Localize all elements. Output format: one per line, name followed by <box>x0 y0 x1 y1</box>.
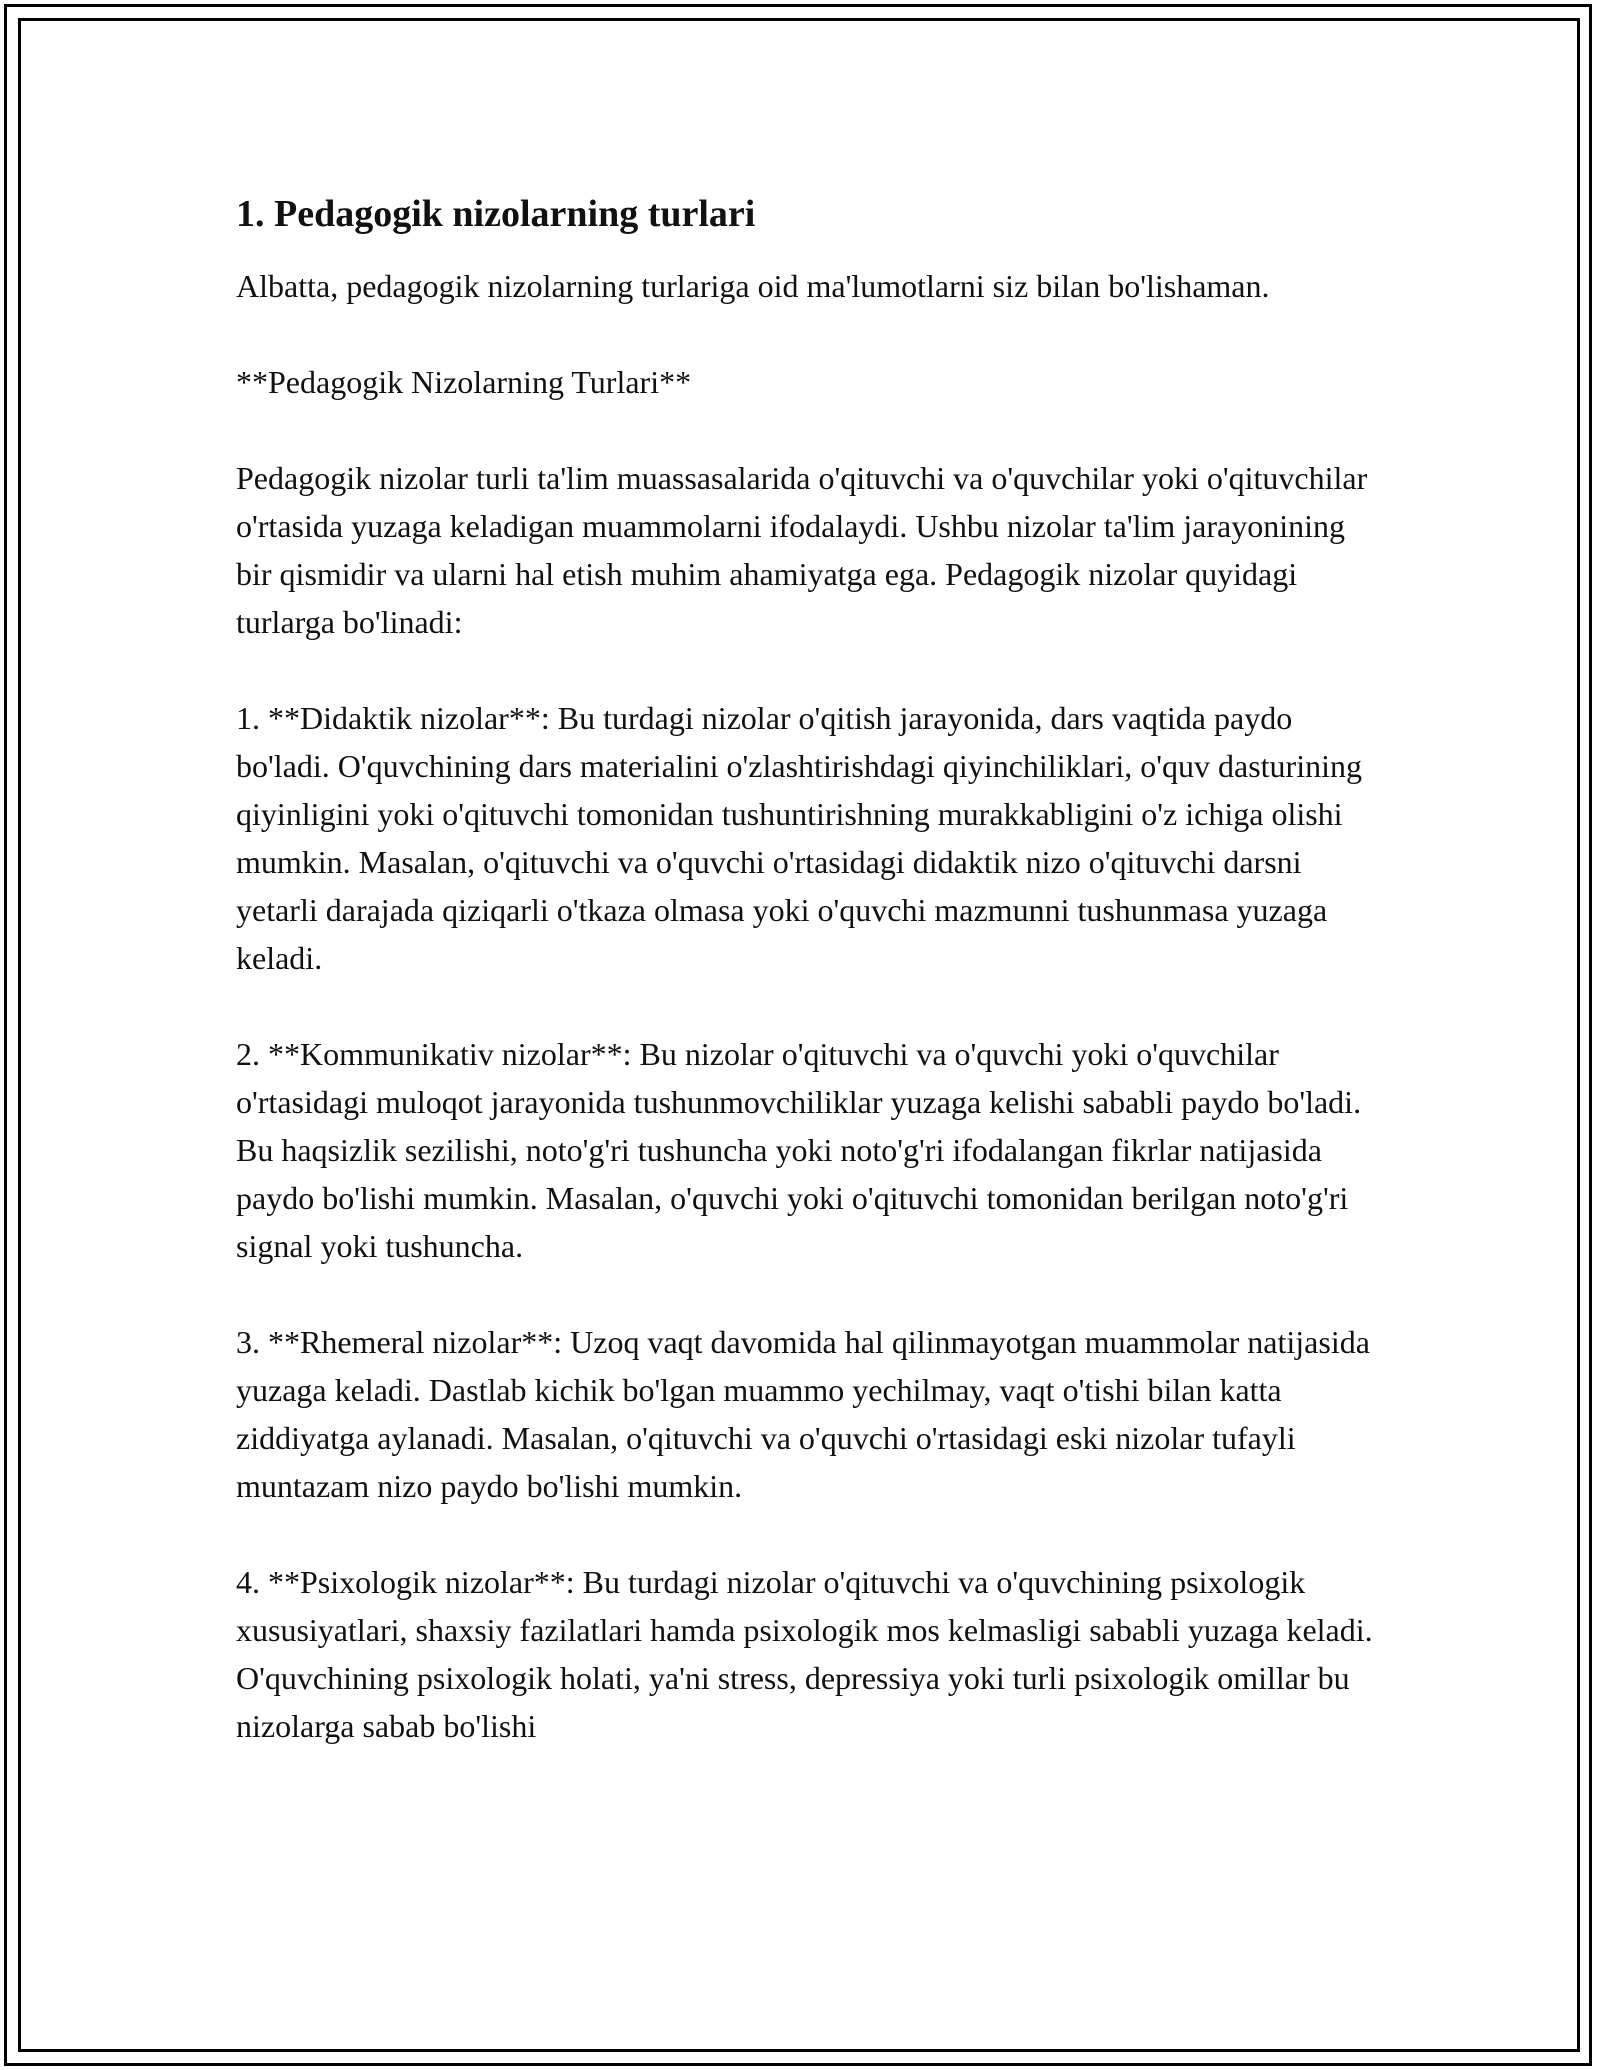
paragraph-overview: Pedagogik nizolar turli ta'lim muassasalarida o'qituvchi va o'quvchilar yoki o'qituvchilar o'rtasida yuzaga keladigan muammolarni ifodalaydi. Ushbu nizolar ta'lim jarayonining bir qismidir va ularni hal etish muhim ahamiyatga ega. Pedagogik nizolar quyidagi turlarga bo'linadi: <box>236 460 1368 640</box>
paragraph-item-didactic: 1. **Didaktik nizolar**: Bu turdagi nizolar o'qitish jarayonida, dars vaqtida paydo bo'ladi. O'quvchining dars materialini o'zlashtirishdagi qiyinchiliklari, o'quv dasturining qiyinligini yoki o'qituvchi tomonidan tushuntirishning murakkabligini o'z ichiga olishi mumkin. Masalan, o'qituvchi va o'quvchi o'rtasidagi didaktik nizo o'qituvchi darsni yetarli darajada qiziqarli o'tkaza olmasa yoki o'quvchi mazmunni tushunmasa yuzaga keladi. <box>236 700 1362 976</box>
paragraph-section-heading: **Pedagogik Nizolarning Turlari** <box>236 364 692 400</box>
document-title: 1. Pedagogik nizolarning turlari <box>236 193 756 235</box>
paragraph-item-rhemeral: 3. **Rhemeral nizolar**: Uzoq vaqt davomida hal qilinmayotgan muammolar natijasida yuzaga keladi. Dastlab kichik bo'lgan muammo yechilmay, vaqt o'tishi bilan katta ziddiyatga aylanadi. Masalan, o'qituvchi va o'quvchi o'rtasidagi eski nizolar tufayli muntazam nizo paydo bo'lishi mumkin. <box>236 1324 1370 1504</box>
document-body <box>236 186 1386 1798</box>
paragraph-item-psychological: 4. **Psixologik nizolar**: Bu turdagi nizolar o'qituvchi va o'quvchining psixologik xususiyatlari, shaxsiy fazilatlari hamda psixologik mos kelmasligi sababli yuzaga keladi. O'quvchining psixologik holati, ya'ni stress, depressiya yoki turli psixologik omillar bu nizolarga sabab bo'lishi <box>236 1564 1373 1744</box>
paragraph-item-communicative: 2. **Kommunikativ nizolar**: Bu nizolar o'qituvchi va o'quvchi yoki o'quvchilar o'rtasidagi muloqot jarayonida tushunmovchiliklar yuzaga kelishi sababli paydo bo'ladi. Bu haqsizlik sezilishi, noto'g'ri tushuncha yoki noto'g'ri ifodalangan fikrlar natijasida paydo bo'lishi mumkin. Masalan, o'quvchi yoki o'qituvchi tomonidan berilgan noto'g'ri signal yoki tushuncha. <box>236 1036 1362 1264</box>
paragraph-intro: Albatta, pedagogik nizolarning turlariga oid ma'lumotlarni siz bilan bo'lishaman. <box>236 268 1270 304</box>
